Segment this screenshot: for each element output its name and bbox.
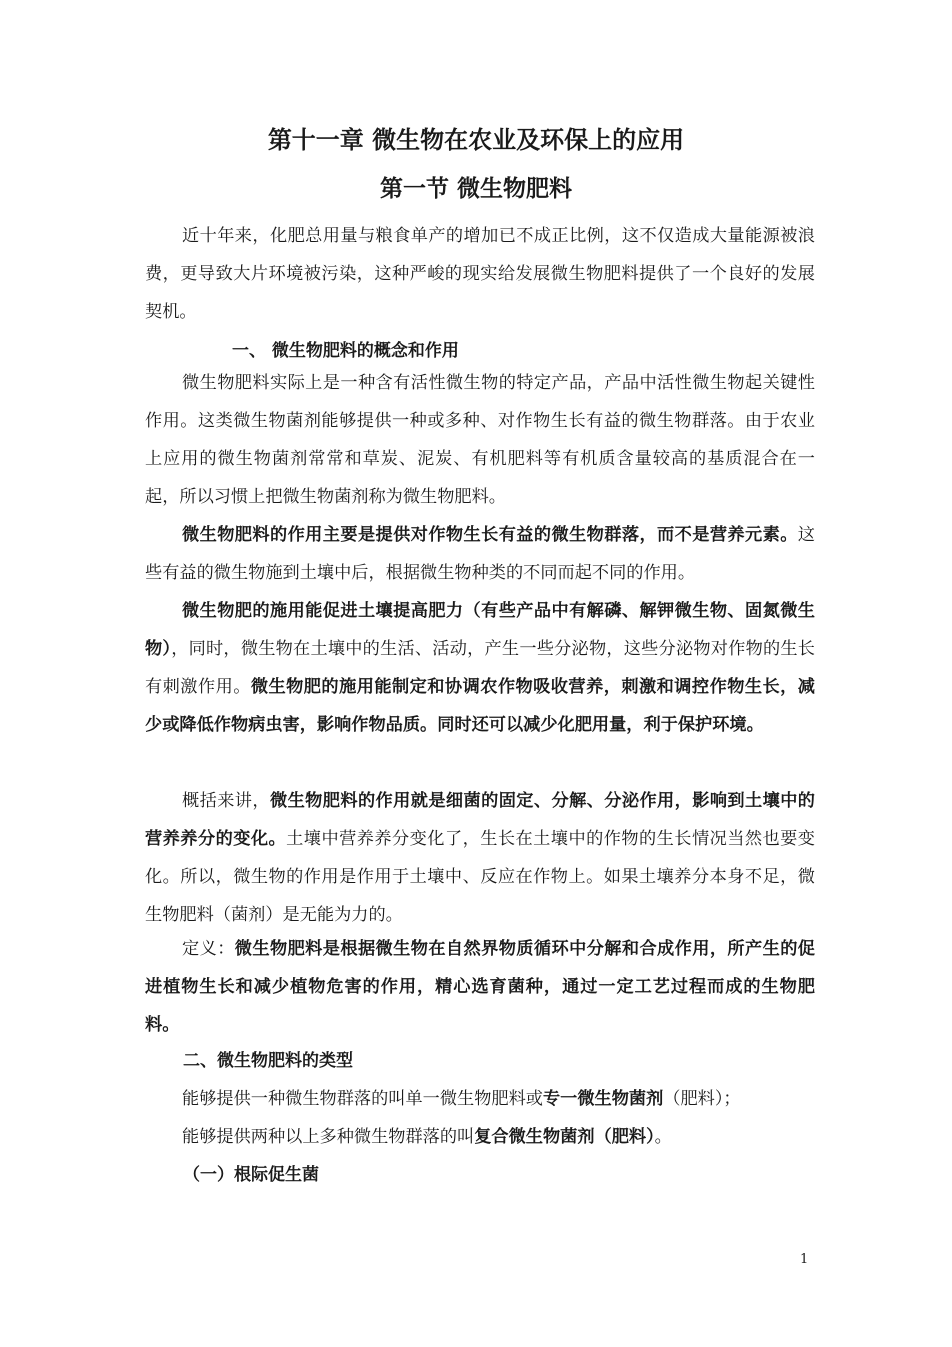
section-title: 第一节 微生物肥料 [379,176,572,202]
role-rest: 这些有益的微生物施到土壤中后，根据微生物种类的不同而起不同的作用。 [145,525,815,583]
definition-bold: 微生物肥料是根据微生物在自然界物质循环中分解和合成作用，所产生的促进植物生长和减少植物危害的作用，精心选育菌种，通过一定工艺过程而成的生物肥料。 [145,939,815,1035]
paragraph-summary [145,782,815,934]
paragraph-definition [145,930,815,1044]
paragraph-fertility [145,592,815,744]
paragraph-compound-type [145,1118,815,1156]
fertility-bold-2: 微生物肥的施用能制定和协调农作物吸收营养，刺激和调控作物生长，减少或降低作物病虫害，影响作物品质。同时还可以减少化肥用量，利于保护环境。 [145,677,815,735]
heading-rhizobacteria: （一）根际促生菌 [183,1165,319,1185]
summary-rest: 土壤中营养养分变化了，生长在土壤中的作物的生长情况当然也要变化。所以，微生物的作用是作用于土壤中、反应在作物上。如果土壤养分本身不足，微生物肥料（菌剂）是无能为力的。 [145,829,815,925]
paragraph-definition-product: 微生物肥料实际上是一种含有活性微生物的特定产品，产品中活性微生物起关键性作用。这类微生物菌剂能够提供一种或多种、对作物生长有益的微生物群落。由于农业上应用的微生物菌剂常常和草炭、泥炭、有机肥料等有机质含量较高的基质混合在一起，所以习惯上把微生物菌剂称为微生物肥料。 [145,373,815,507]
compound-pre: 能够提供两种以上多种微生物群落的叫 [182,1127,475,1147]
single-pre: 能够提供一种微生物群落的叫单一微生物肥料或 [182,1089,543,1109]
single-bold: 专一微生物菌剂 [542,1089,664,1109]
compound-bold: 复合微生物菌剂（肥料） [474,1127,655,1147]
paragraph-role [145,516,815,592]
fertility-bold-1: 微生物肥的施用能促进土壤提高肥力（有些产品中有解磷、解钾微生物、固氮微生物） [145,601,815,659]
intro-paragraph: 近十年来，化肥总用量与粮食单产的增加已不成正比例，这不仅造成大量能源被浪费，更导致大片环境被污染，这种严峻的现实给发展微生物肥料提供了一个良好的发展契机。 [145,226,815,322]
role-bold: 微生物肥料的作用主要是提供对作物生长有益的微生物群落，而不是营养元素。 [182,525,798,545]
summary-pre: 概括来讲， [182,791,270,811]
summary-bold: 微生物肥料的作用就是细菌的固定、分解、分泌作用，影响到土壤中的营养养分的变化。 [145,791,815,849]
heading-concept: 一、 微生物肥料的概念和作用 [232,341,459,361]
page-number: 1 [800,1252,809,1267]
fertility-mid: ，同时，微生物在土壤中的生活、活动，产生一些分泌物，这些分泌物对作物的生长有刺激作用。 [145,639,815,697]
single-post: （肥料）； [663,1089,741,1109]
paragraph-single-type [145,1080,815,1118]
compound-post: 。 [654,1127,672,1147]
chapter-title: 第十一章 微生物在农业及环保上的应用 [267,126,685,154]
definition-pre: 定义： [182,939,235,959]
heading-types: 二、微生物肥料的类型 [183,1051,353,1071]
